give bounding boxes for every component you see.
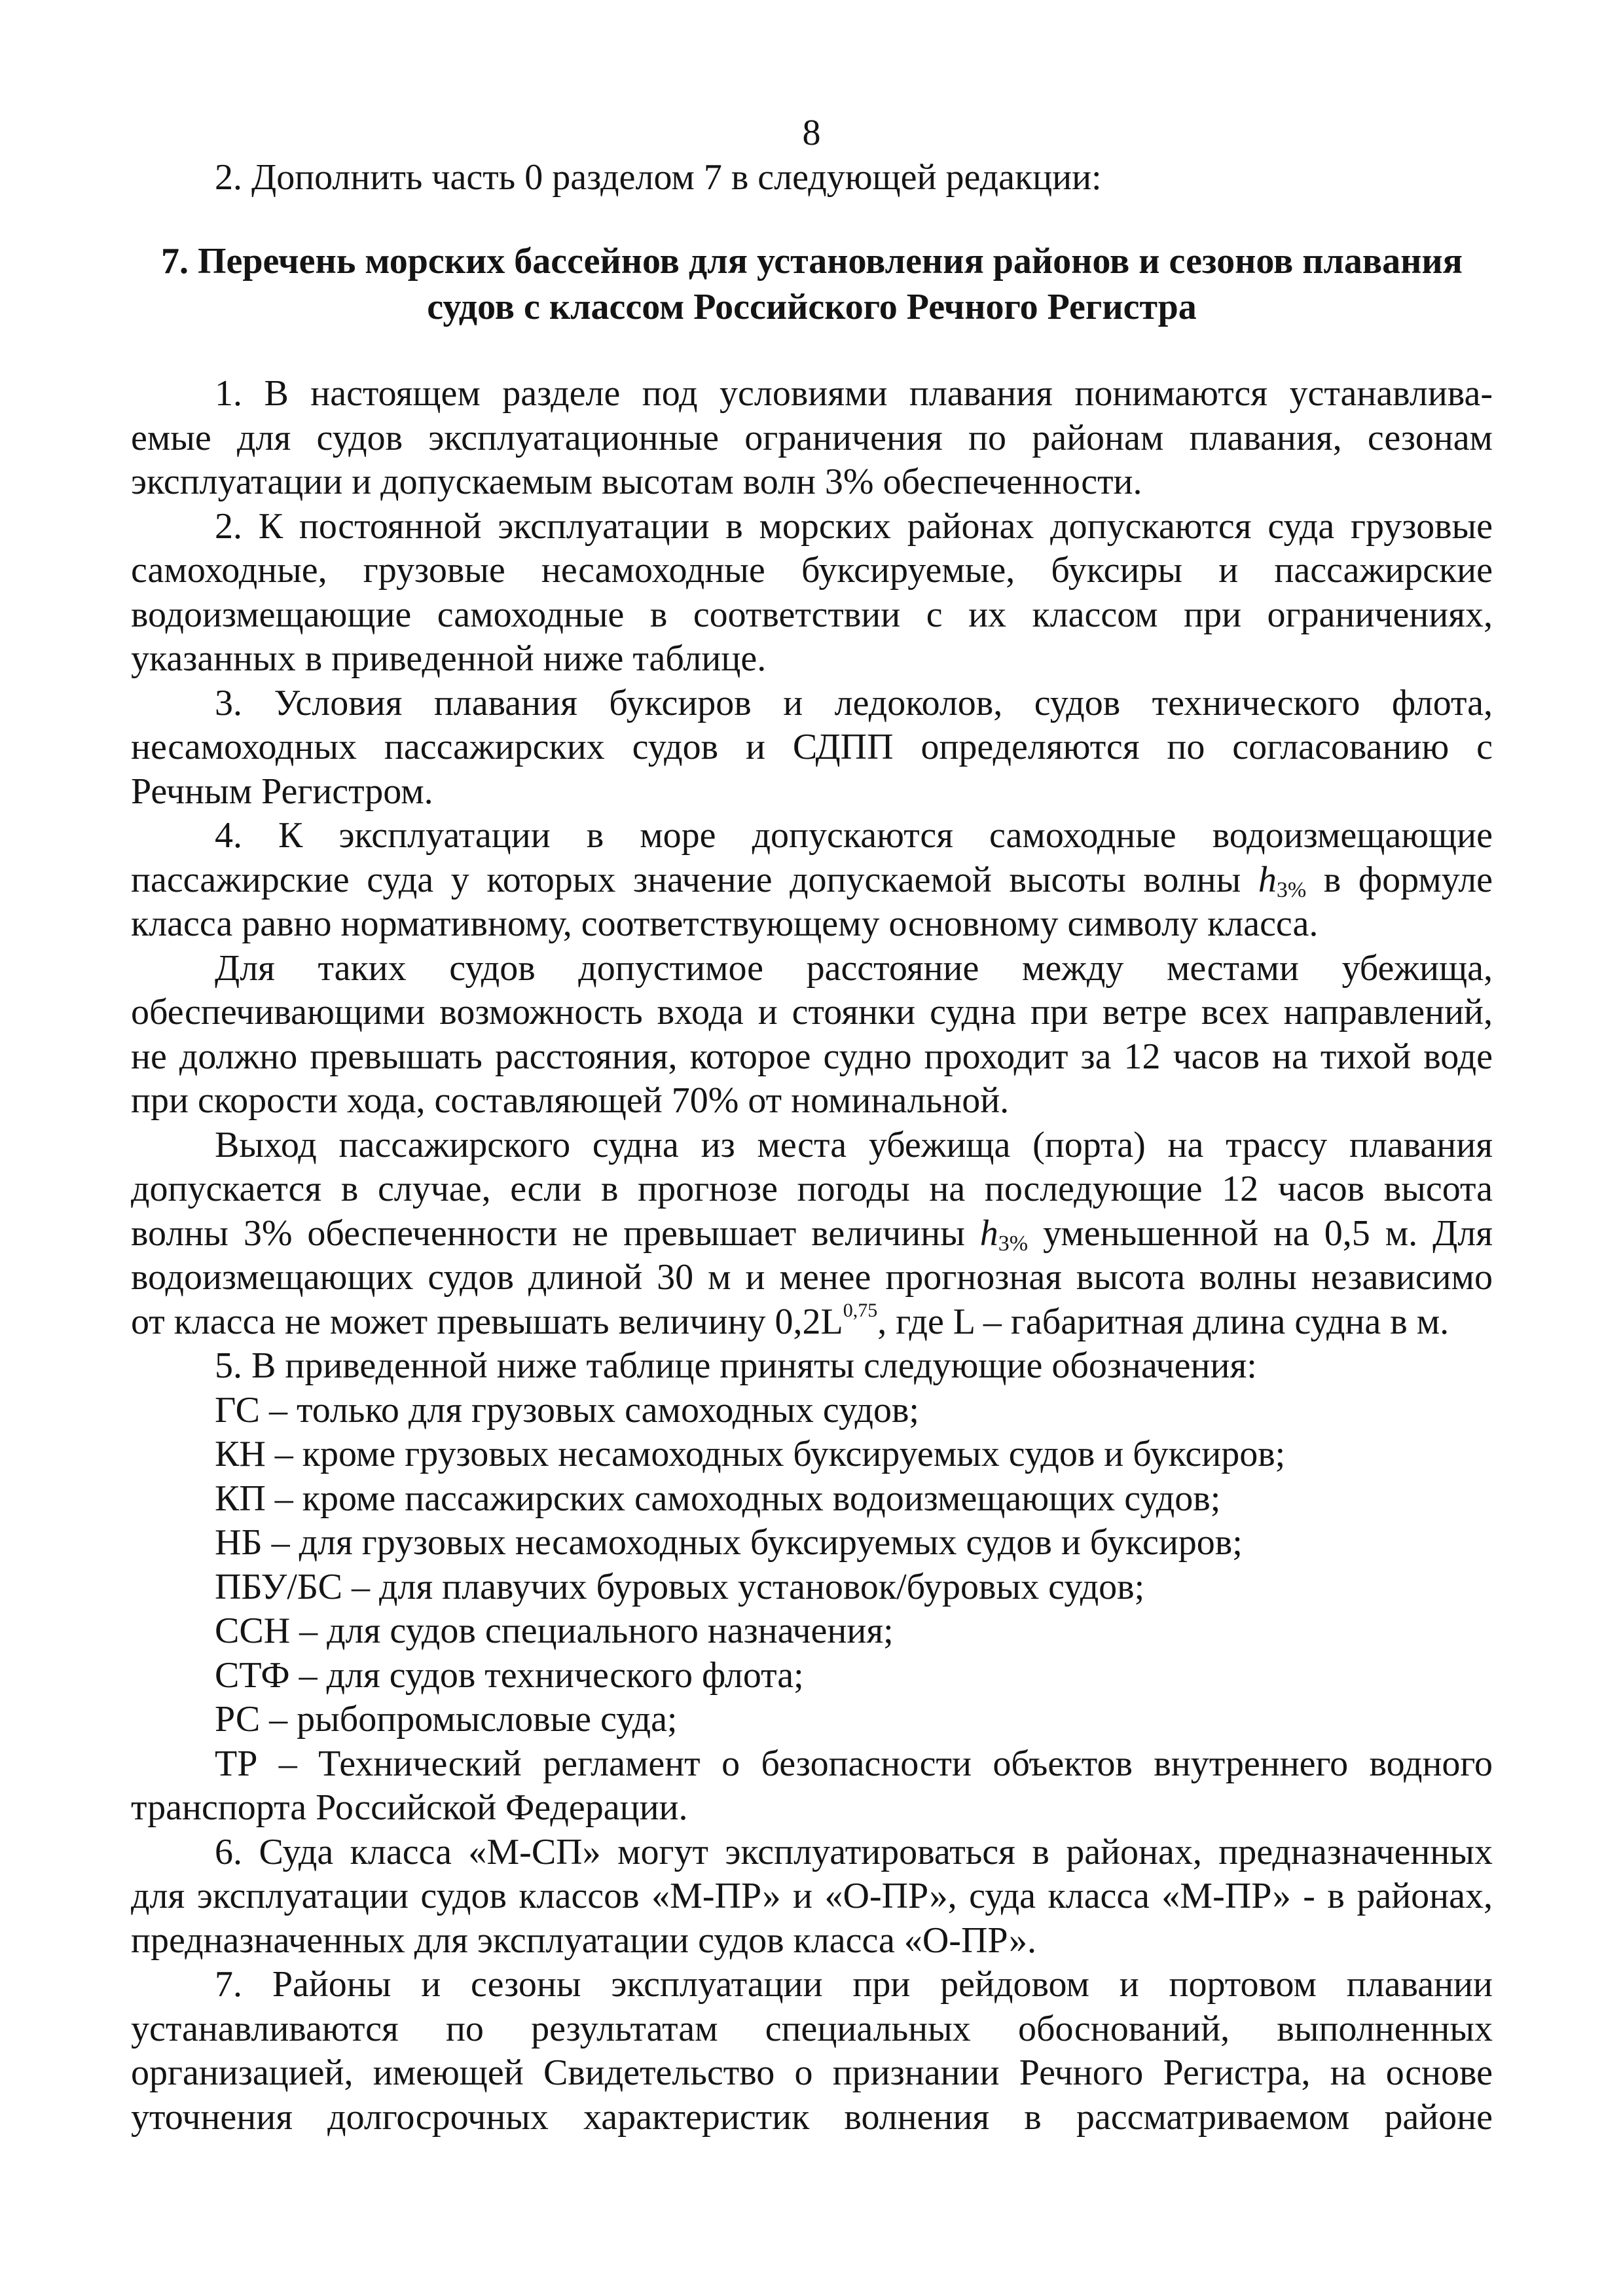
paragraph-7 — [131, 1344, 1493, 1389]
text-fragment: , где L – габаритная длина судна в м. — [877, 1301, 1450, 1342]
paragraph-8 — [131, 1831, 1493, 1963]
text-fragment: уменьшенной на 0,5 м. Для — [1043, 1212, 1493, 1254]
intro-line: 2. Дополнить часть 0 разделом 7 в следующей редакции: — [215, 157, 1102, 198]
text-line — [131, 1212, 1493, 1256]
text-line: не должно превышать расстояния, которое судно проходит за 12 часов на тихой воде — [131, 1036, 1493, 1077]
paragraph-2 — [131, 505, 1493, 682]
wave-height-subscript: 3% — [998, 1231, 1029, 1256]
text-line: указанных в приведенной ниже таблице. — [131, 638, 767, 679]
paragraph-6 — [131, 1123, 1493, 1345]
definition-item: НБ – для грузовых несамоходных буксируемых судов и буксиров; — [215, 1522, 1243, 1563]
text-line: водоизмещающие самоходные в соответствии с их классом при ограничениях, — [131, 594, 1493, 635]
text-line — [131, 1300, 1493, 1345]
text-fragment: пассажирские суда у которых значение допускаемой высоты волны — [131, 859, 1241, 900]
wave-height-subscript: 3% — [1276, 877, 1307, 902]
text-line: 3. Условия плавания буксиров и ледоколов, судов технического флота, — [215, 682, 1493, 723]
text-line: допускается в случае, если в прогнозе погоды на последующие 12 часов высота — [131, 1169, 1493, 1209]
paragraph-5 — [131, 947, 1493, 1123]
text-line: 7. Районы и сезоны эксплуатации при рейдовом и портовом плавании — [215, 1964, 1493, 2005]
text-line: 2. К постоянной эксплуатации в морских районах допускаются суда грузовые — [215, 505, 1493, 547]
text-line: обеспечивающими возможность входа и стоянки судна при ветре всех направлений, — [131, 992, 1493, 1032]
text-line: организацией, имеющей Свидетельство о признании Речного Регистра, на основе — [131, 2052, 1493, 2093]
definition-item: СТФ – для судов технического флота; — [215, 1654, 804, 1696]
definition-item: ПБУ/БС – для плавучих буровых установок/буровых судов; — [215, 1566, 1145, 1607]
definition-item: КП – кроме пассажирских самоходных водоизмещающих судов; — [215, 1478, 1221, 1519]
paragraph-9 — [131, 1963, 1493, 2140]
wave-height-symbol: h — [1258, 859, 1277, 900]
page-number: 8 — [802, 113, 821, 153]
wave-height-symbol: h — [979, 1212, 998, 1254]
definition-item: ССН – для судов специального назначения; — [215, 1611, 894, 1651]
heading-line-1: 7. Перечень морских бассейнов для установления районов и сезонов плавания — [161, 241, 1463, 282]
text-line: эксплуатации и допускаемым высотам волн 3% обеспеченности. — [131, 462, 1142, 502]
definition-item: КН – кроме грузовых несамоходных буксируемых судов и буксиров; — [215, 1434, 1286, 1474]
definition-item: ГС – только для грузовых самоходных судов; — [215, 1389, 919, 1430]
definition-item: РС – рыбопромысловые суда; — [215, 1699, 678, 1740]
paragraph-3 — [131, 682, 1493, 814]
definition-tr — [131, 1742, 1493, 1831]
paragraph-1 — [131, 372, 1493, 505]
heading-line-2: судов с классом Российского Речного Регистра — [427, 287, 1197, 327]
text-line: устанавливаются по результатам специальных обоснований, выполненных — [131, 2008, 1493, 2049]
text-line: 1. В настоящем разделе под условиями плавания понимаются устанавлива- — [215, 373, 1493, 414]
text-line: Для таких судов допустимое расстояние между местами убежища, — [215, 947, 1493, 989]
text-line: Выход пассажирского судна из места убежища (порта) на трассу плавания — [215, 1124, 1493, 1165]
exponent: 0,75 — [843, 1299, 878, 1321]
text-line: самоходные, грузовые несамоходные буксируемые, буксиры и пассажирские — [131, 550, 1493, 591]
text-line: транспорта Российской Федерации. — [131, 1787, 688, 1828]
text-line: 6. Суда класса «М-СП» могут эксплуатироваться в районах, предназначенных — [215, 1831, 1493, 1872]
definitions-list — [131, 1389, 1493, 1742]
text-line: водоизмещающих судов длиной 30 м и менее прогнозная высота волны независимо — [131, 1257, 1493, 1298]
text-line: Речным Регистром. — [131, 771, 433, 812]
text-line — [131, 858, 1493, 903]
text-fragment: в формуле — [1323, 859, 1493, 900]
document-body — [131, 372, 1493, 2140]
text-fragment: волны 3% обеспеченности не превышает величины — [131, 1212, 965, 1254]
text-line: предназначенных для эксплуатации судов класса «О-ПР». — [131, 1920, 1036, 1961]
text-line: 4. К эксплуатации в море допускаются самоходные водоизмещающие — [215, 815, 1493, 856]
text-line: несамоходных пассажирских судов и СДПП определяются по согласованию с — [131, 727, 1493, 767]
text-line: для эксплуатации судов классов «М-ПР» и «О-ПР», суда класса «М-ПР» - в районах, — [131, 1876, 1493, 1916]
paragraph-4 — [131, 814, 1493, 947]
text-line: емые для судов эксплуатационные ограничения по районам плавания, сезонам — [131, 417, 1493, 458]
section-heading — [131, 238, 1493, 330]
text-line: 5. В приведенной ниже таблице приняты следующие обозначения: — [215, 1345, 1257, 1386]
text-line: класса равно нормативному, соответствующему основному символу класса. — [131, 903, 1319, 944]
text-line: ТР – Технический регламент о безопасности объектов внутреннего водного — [215, 1743, 1493, 1784]
text-line: при скорости хода, составляющей 70% от номинальной. — [131, 1080, 1010, 1121]
text-fragment: от класса не может превышать величину 0,2L — [131, 1301, 843, 1342]
text-line: уточнения долгосрочных характеристик волнения в рассматриваемом районе — [131, 2096, 1493, 2138]
